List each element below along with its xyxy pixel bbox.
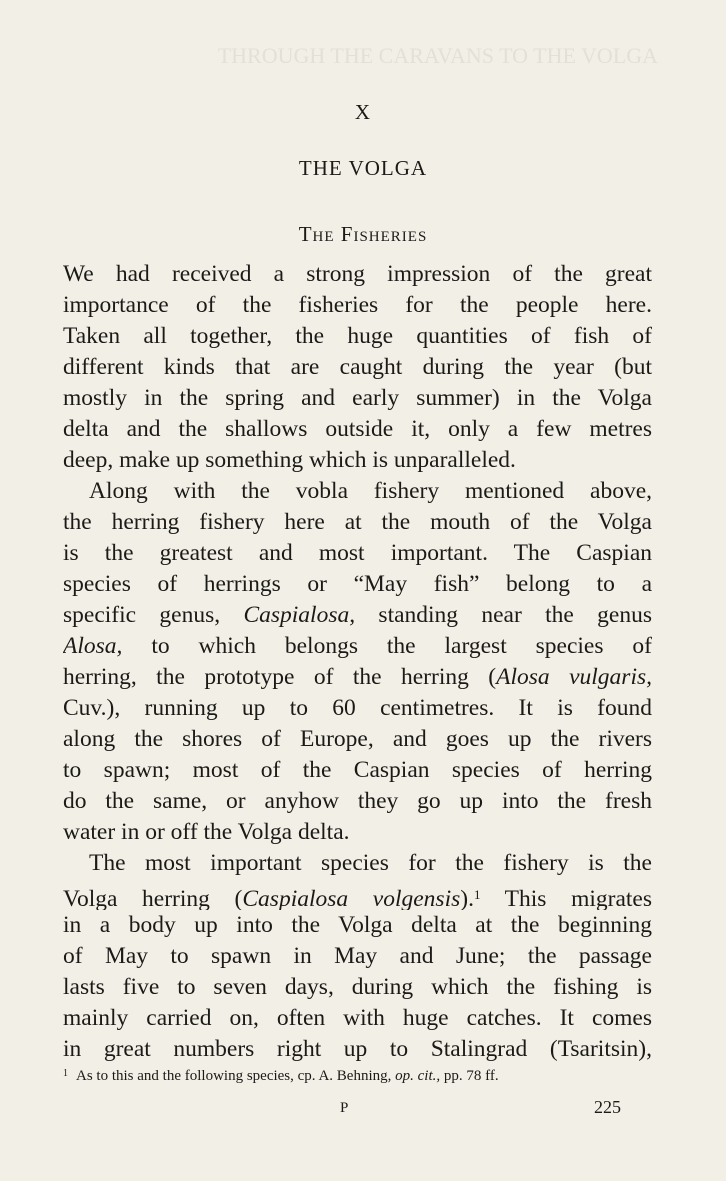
text-line: Taken all together, the huge quantities of fish of [63, 323, 652, 349]
page-number: 225 [594, 1097, 621, 1117]
text-line: along the shores of Europe, and goes up the rivers [63, 726, 652, 752]
text-line: Cuv.), running up to 60 centimetres. It is found [63, 695, 652, 721]
text-line: lasts five to seven days, during which the fishing is [63, 974, 652, 1000]
text-line: We had received a strong impression of the great [63, 261, 652, 287]
chapter-number: X [354, 100, 372, 124]
text-line: mostly in the spring and early summer) in the Volga [63, 385, 652, 411]
text-line: delta and the shallows outside it, only a few metres [63, 416, 652, 442]
text-line: The most important species for the fishery is the [89, 850, 652, 876]
text-line: to spawn; most of the Caspian species of herring [63, 757, 652, 783]
text-line: water in or off the Volga delta. [63, 819, 350, 845]
text-line: in great numbers right up to Stalingrad (Tsaritsin), [63, 1036, 652, 1062]
footnote-ref-italic: op. cit., [395, 1068, 441, 1084]
text-line: is the greatest and most important. The Caspian [63, 540, 652, 566]
text-line: importance of the fisheries for the people here. [63, 292, 652, 318]
text-line: mainly carried on, often with huge catches. It comes [63, 1005, 652, 1031]
text-line: do the same, or anyhow they go up into the fresh [63, 788, 652, 814]
footnote [63, 1064, 663, 1086]
text-line: different kinds that are caught during the year (but [63, 354, 652, 380]
chapter-title: THE VOLGA [298, 156, 428, 180]
text-line: Along with the vobla fishery mentioned above, [89, 478, 652, 504]
italic-term: Alosa, [63, 633, 123, 659]
text-segment: herring, the prototype of the herring ( [63, 664, 497, 690]
footnote-text: As to this and the following species, cp. A. Behning, [76, 1068, 392, 1084]
footnote-pages: pp. 78 ff. [443, 1068, 499, 1084]
footnote-marker: 1 [63, 1068, 68, 1079]
text-line: of May to spawn in May and June; the passage [63, 943, 652, 969]
text-line: in a body up into the Volga delta at the beginning [63, 912, 652, 938]
italic-term: Caspialosa, [243, 602, 356, 628]
text-segment: standing near the genus [378, 602, 652, 628]
text-line [63, 662, 652, 693]
text-segment: Volga herring ( [63, 886, 243, 910]
text-line [63, 600, 652, 631]
text-line: the herring fishery here at the mouth of the Volga [63, 509, 652, 535]
text-segment: to which belongs the largest species of [151, 633, 652, 659]
text-line: species of herrings or “May fish” belong to a [63, 571, 652, 597]
section-title: The Fisheries [298, 222, 428, 246]
text-segment: specific genus, [63, 602, 221, 628]
signature-mark: P [340, 1100, 349, 1116]
show-through-text: THROUGH THE CARAVANS TO THE VOLGA [217, 43, 658, 68]
body-text [63, 259, 652, 1065]
text-line [63, 879, 652, 910]
text-segment: This migrates [504, 886, 652, 910]
italic-term: Alosa vulgaris, [496, 664, 652, 690]
italic-term: Caspialosa volgensis [242, 886, 461, 910]
text-line [63, 631, 652, 662]
text-segment: ). [460, 886, 474, 910]
footnote-ref: 1 [473, 887, 481, 902]
text-line: deep, make up something which is unparalleled. [63, 447, 516, 473]
